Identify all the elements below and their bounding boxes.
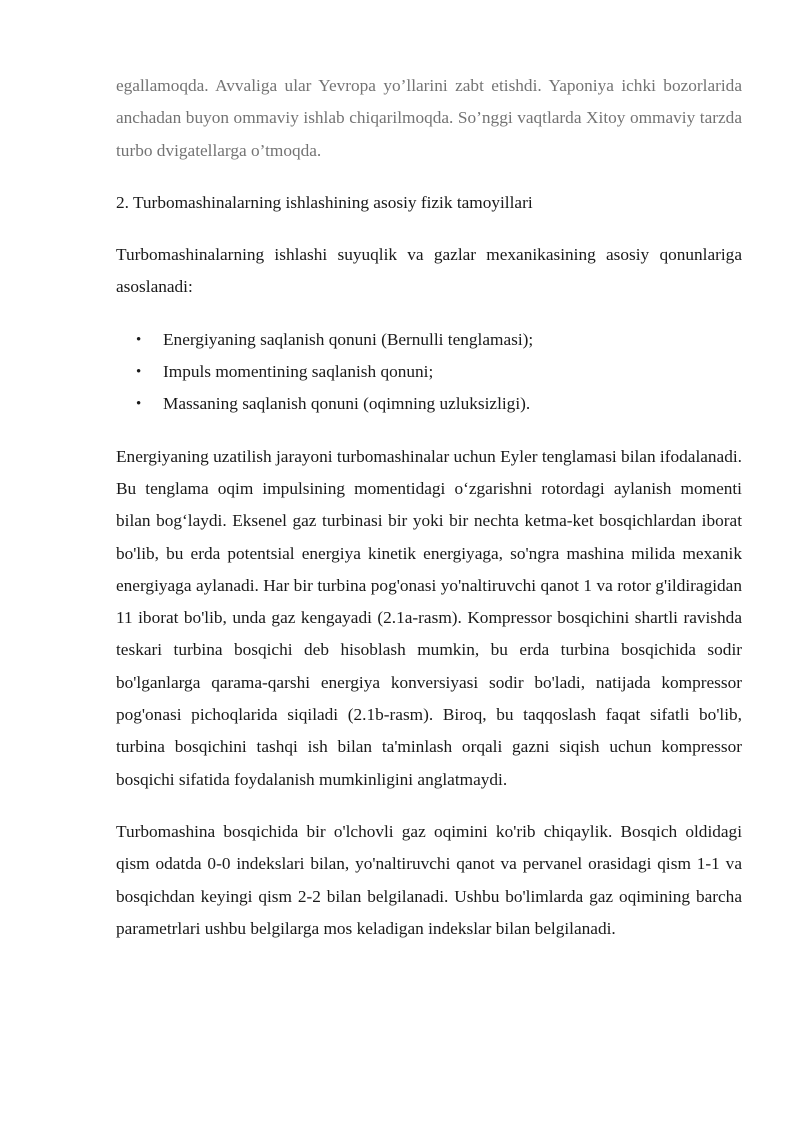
bullet-icon: • (136, 396, 142, 413)
energy-transfer-paragraph: Energiyaning uzatilish jarayoni turbomashinalar uchun Eyler tenglamasi bilan ifodalanadi. Bu tenglama oqim impulsining momentidagi o‘zgarishni rotordagi aylanish momenti bilan bog‘laydi. Eksenel gaz turbinasi bir yoki bir nechta ketma-ket bosqichlardan iborat bo'lib, bu erda potentsial energiya kinetik energiyaga, so'ngra mashina milida mexanik energiyaga aylanadi. Har bir turbina pog'onasi yo'naltiruvchi qanot 1 va rotor g'ildiragidan 11 iborat bo'lib, unda gaz kengayadi (2.1a-rasm). Kompressor bosqichini shartli ravishda teskari turbina bosqichi deb hisoblash mumkin, bu erda turbina bosqichida sodir bo'lganlarga qarama-qarshi energiya konversiyasi sodir bo'ladi, natijada kompressor pog'onasi pichoqlarida siqiladi (2.1b-rasm). Biroq, bu taqqoslash faqat sifatli bo'lib, turbina bosqichini tashqi ish bilan ta'minlash orqali gazni siqish uchun kompressor bosqichi sifatida foydalanish mumkinligini anglatmaydi. (116, 446, 742, 789)
stage-flow-paragraph: Turbomashina bosqichida bir o'lchovli gaz oqimini ko'rib chiqaylik. Bosqich oldidagi qism odatda 0-0 indekslari bilan, yo'naltiruvchi qanot va pervanel orasidagi qism 1-1 va bosqichdan keyingi qism 2-2 bilan belgilanadi. Ushbu bo'limlarda gaz oqimining barcha parametrlari ushbu belgilarga mos keladigan indekslar bilan belgilanadi. (116, 821, 742, 938)
list-item (116, 388, 742, 420)
principles-list (116, 324, 742, 421)
bullet-icon: • (136, 364, 142, 381)
section-heading: 2. Turbomashinalarning ishlashining asosiy fizik tamoyillari (116, 192, 533, 212)
intro-paragraph: egallamoqda. Avvaliga ular Yevropa yo’llarini zabt etishdi. Yaponiya ichki bozorlarida anchadan buyon ommaviy ishlab chiqarilmoqda. So’nggi vaqtlarda Xitoy ommaviy tarzda turbo dvigatellarga o’tmoqda. (116, 76, 742, 160)
document-page (116, 70, 742, 945)
list-item-text: Massaning saqlanish qonuni (oqimning uzluksizligi). (163, 394, 531, 414)
list-item-text: Energiyaning saqlanish qonuni (Bernulli tenglamasi); (163, 329, 534, 349)
lead-paragraph: Turbomashinalarning ishlashi suyuqlik va gazlar mexanikasining asosiy qonunlariga asoslanadi: (116, 245, 742, 297)
list-item (116, 324, 742, 356)
bullet-icon: • (136, 331, 142, 348)
list-item (116, 356, 742, 388)
list-item-text: Impuls momentining saqlanish qonuni; (163, 362, 434, 382)
